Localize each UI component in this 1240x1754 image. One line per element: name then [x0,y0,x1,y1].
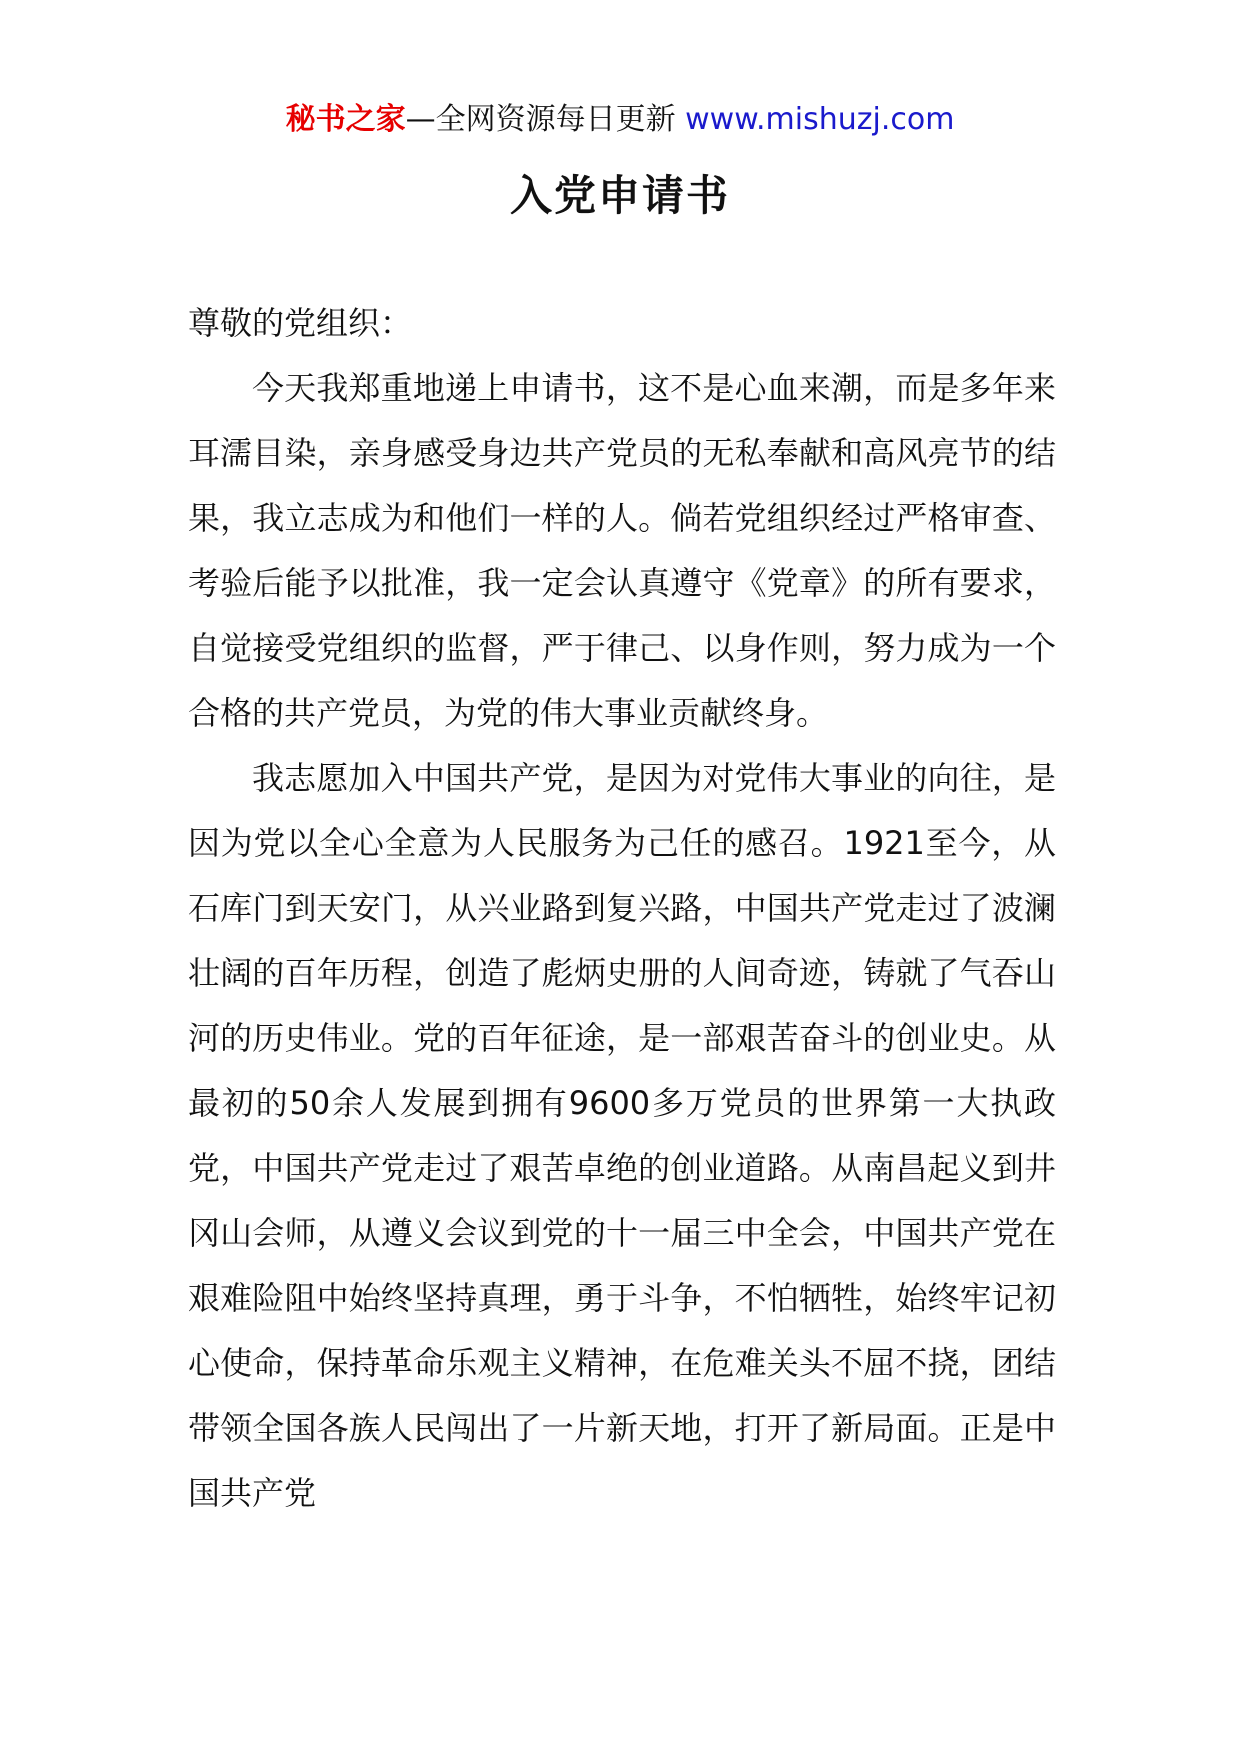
body-paragraph: 我志愿加入中国共产党，是因为对党伟大事业的向往，是因为党以全心全意为人民服务为己任的感召。1921至今，从石库门到天安门，从兴业路到复兴路，中国共产党走过了波澜壮阔的百年历程，创造了彪炳史册的人间奇迹，铸就了气吞山河的历史伟业。党的百年征途，是一部艰苦奋斗的创业史。从最初的50余人发展到拥有9600多万党员的世界第一大执政党，中国共产党走过了艰苦卓绝的创业道路。从南昌起义到井冈山会师，从遵义会议到党的十一届三中全会，中国共产党在艰难险阻中始终坚持真理，勇于斗争，不怕牺牲，始终牢记初心使命，保持革命乐观主义精神，在危难关头不屈不挠，团结带领全国各族人民闯出了一片新天地，打开了新局面。正是中国共产党 [188,759,1056,1512]
site-header [0,100,1240,140]
site-url-link[interactable]: www.mishuzj.com [685,102,955,137]
salutation: 尊敬的党组织： [188,304,413,342]
document-body [188,291,1056,1526]
document-title: 入党申请书 [509,171,730,220]
site-tagline: —全网资源每日更新 [405,102,686,137]
site-brand: 秘书之家 [285,102,406,137]
body-paragraph: 今天我郑重地递上申请书，这不是心血来潮，而是多年来耳濡目染，亲身感受身边共产党员的无私奉献和高风亮节的结果，我立志成为和他们一样的人。倘若党组织经过严格审查、考验后能予以批准，我一定会认真遵守《党章》的所有要求，自觉接受党组织的监督，严于律己、以身作则，努力成为一个合格的共产党员，为党的伟大事业贡献终身。 [188,369,1056,732]
